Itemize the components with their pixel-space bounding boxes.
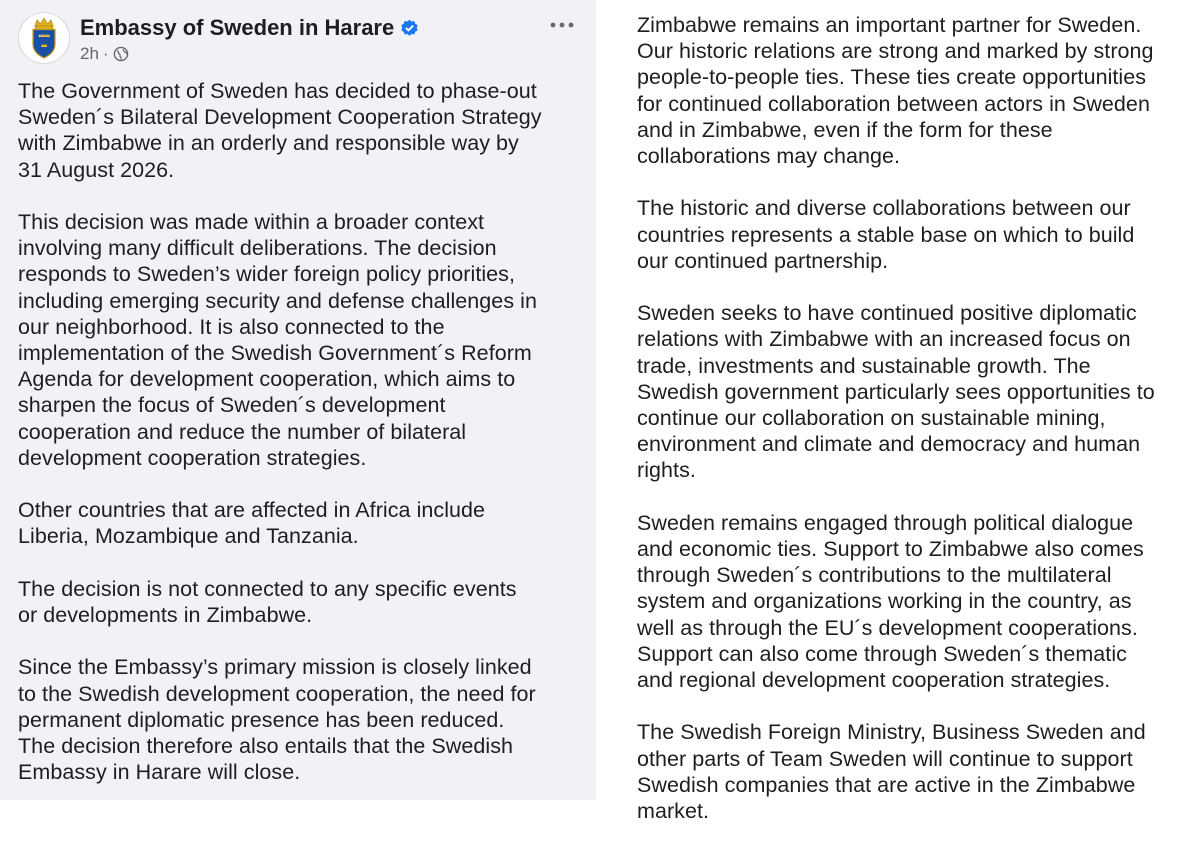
globe-icon <box>113 46 129 67</box>
post-body-right <box>637 12 1197 846</box>
post-header <box>18 10 588 66</box>
meta-separator: · <box>102 44 109 63</box>
paragraph-affected-countries: Other countries that are affected in Africa include Liberia, Mozambique and Tanzania. <box>18 498 486 549</box>
paragraph-diplomatic-relations: Sweden seeks to have continued positive diplomatic relations with Zimbabwe with an increased focus on trade, investments and sustainable growth. The Swedish government particularly sees opportunities to continue our collaboration on sustainable mining, environment and climate and democracy and human rights. <box>637 301 1155 483</box>
page-name[interactable] <box>80 15 419 44</box>
post-time[interactable]: 2h <box>80 44 99 63</box>
paragraph-team-sweden: The Swedish Foreign Ministry, Business Sweden and other parts of Team Sweden will continue to support Swedish companies that are active in the Zimbabwe market. <box>637 720 1146 824</box>
post-body-left <box>18 78 593 812</box>
more-options-button[interactable] <box>542 12 582 42</box>
more-options-icon <box>542 12 582 42</box>
paragraph-remains-engaged: Sweden remains engaged through political dialogue and economic ties. Support to Zimbabwe also comes through Sweden´s contributions to the multilateral system and organizations working in the country, as well as through the EU´s development cooperations. Support can also come through Sweden´s thematic and regional development cooperation strategies. <box>637 510 1144 693</box>
post-panel <box>0 0 596 800</box>
paragraph-embassy-closure: Since the Embassy’s primary mission is closely linked to the Swedish development cooperation, the need for permanent diplomatic presence has been reduced. The decision therefore also entails that the Swedish Embassy in Harare will close. <box>18 655 536 785</box>
avatar[interactable] <box>18 12 70 64</box>
paragraph-not-connected: The decision is not connected to any specific events or developments in Zimbabwe. <box>18 576 517 628</box>
paragraph-phase-out: The Government of Sweden has decided to phase-out Sweden´s Bilateral Development Cooperation Strategy with Zimbabwe in an orderly and responsible way by 31 August 2026. <box>18 79 542 182</box>
paragraph-important-partner: Zimbabwe remains an important partner for Sweden. Our historic relations are strong and marked by strong people-to-people ties. These ties create opportunities for continued collaboration between actors in Sweden and in Zimbabwe, even if the form for these collaborations may change. <box>637 13 1154 169</box>
verified-badge-icon <box>400 18 419 44</box>
page-name-label[interactable]: Embassy of Sweden in Harare <box>80 15 395 40</box>
paragraph-historic-collaborations: The historic and diverse collaborations between our countries represents a stable base on which to build our continued partnership. <box>637 196 1135 273</box>
post-meta <box>80 44 129 67</box>
swedish-coat-of-arms-icon <box>19 13 69 63</box>
paragraph-decision-context: This decision was made within a broader context involving many difficult deliberations. The decision responds to Sweden’s wider foreign policy priorities, including emerging security and defense challenges in our neighborhood. It is also connected to the implementation of the Swedish Government´s Reform Agenda for development cooperation, which aims to sharpen the focus of Sweden´s development cooperation and reduce the number of bilateral development cooperation strategies. <box>18 210 537 470</box>
